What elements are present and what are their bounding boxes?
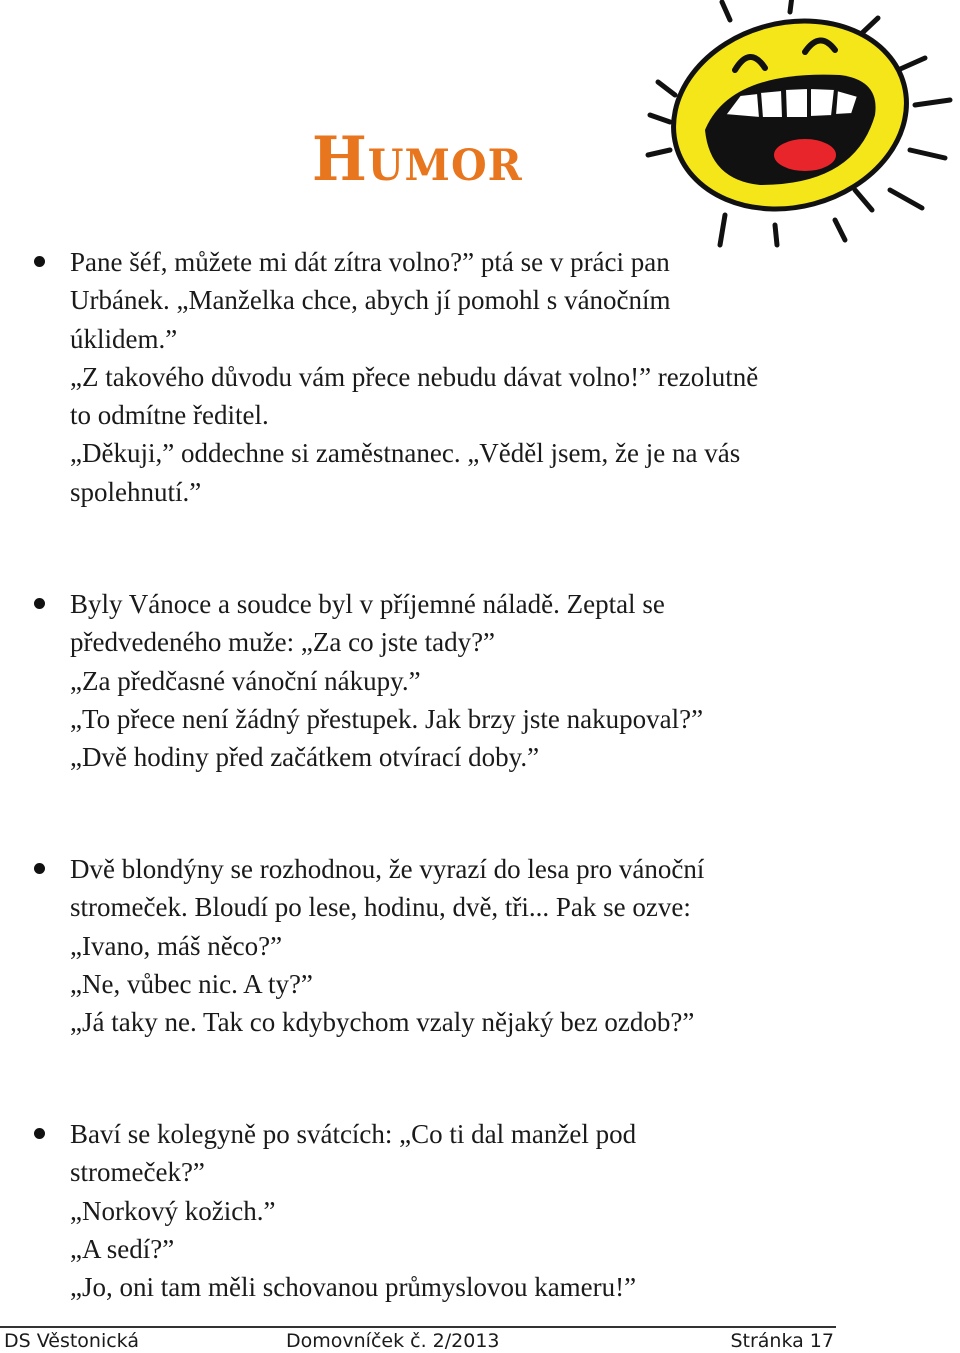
joke-line: Pane šéf, můžete mi dát zítra volno?” ptá se v práci pan: [70, 247, 670, 277]
joke-line: stromeček?”: [70, 1157, 205, 1188]
joke-line: Dvě blondýny se rozhodnou, že vyrazí do lesa pro vánoční: [70, 854, 705, 884]
joke-1: [70, 243, 930, 511]
joke-2: [70, 585, 930, 776]
joke-line: stromeček. Bloudí po lese, hodinu, dvě, tři... Pak se ozve:: [70, 892, 691, 923]
laughing-smiley-icon: [640, 0, 960, 250]
joke-3: [70, 850, 930, 1041]
joke-line: „Ne, vůbec nic. A ty?”: [70, 968, 313, 999]
footer-center: Domovníček č. 2/2013: [286, 1330, 500, 1352]
joke-line: „Jo, oni tam měli schovanou průmyslovou kameru!”: [70, 1272, 637, 1303]
joke-line: „To přece není žádný přestupek. Jak brzy jste nakupoval?”: [70, 703, 704, 734]
footer-divider: [0, 1326, 836, 1328]
joke-line: to odmítne ředitel.: [70, 400, 269, 431]
bullet-icon: [34, 1128, 45, 1139]
bullet-icon: [34, 598, 45, 609]
joke-line: „Ivano, máš něco?”: [70, 930, 283, 961]
joke-line: spolehnutí.”: [70, 476, 202, 507]
joke-line: úklidem.”: [70, 323, 178, 354]
footer-left: DS Věstonická: [4, 1330, 139, 1352]
joke-line: „Dvě hodiny před začátkem otvírací doby.”: [70, 742, 540, 773]
joke-line: „Z takového důvodu vám přece nebudu dávat volno!” rezolutně: [70, 361, 759, 392]
page-title: Humor: [312, 123, 523, 195]
joke-line: předvedeného muže: „Za co jste tady?”: [70, 627, 496, 658]
joke-line: Baví se kolegyně po svátcích: „Co ti dal manžel pod: [70, 1119, 637, 1149]
page-footer: [0, 1326, 836, 1352]
joke-line: „Já taky ne. Tak co kdybychom vzaly nějaký bez ozdob?”: [70, 1007, 695, 1038]
joke-line: Urbánek. „Manželka chce, abych jí pomohl s vánočním: [70, 285, 671, 316]
joke-line: „Za předčasné vánoční nákupy.”: [70, 665, 421, 696]
joke-4: [70, 1115, 930, 1306]
footer-page-number: Stránka 17: [730, 1330, 834, 1352]
joke-line: „A sedí?”: [70, 1233, 175, 1264]
bullet-icon: [34, 256, 45, 267]
joke-line: „Děkuji,” oddechne si zaměstnanec. „Věděl jsem, že je na vás: [70, 438, 741, 469]
joke-line: „Norkový kožich.”: [70, 1195, 276, 1226]
bullet-icon: [34, 863, 45, 874]
joke-line: Byly Vánoce a soudce byl v příjemné náladě. Zeptal se: [70, 589, 665, 619]
